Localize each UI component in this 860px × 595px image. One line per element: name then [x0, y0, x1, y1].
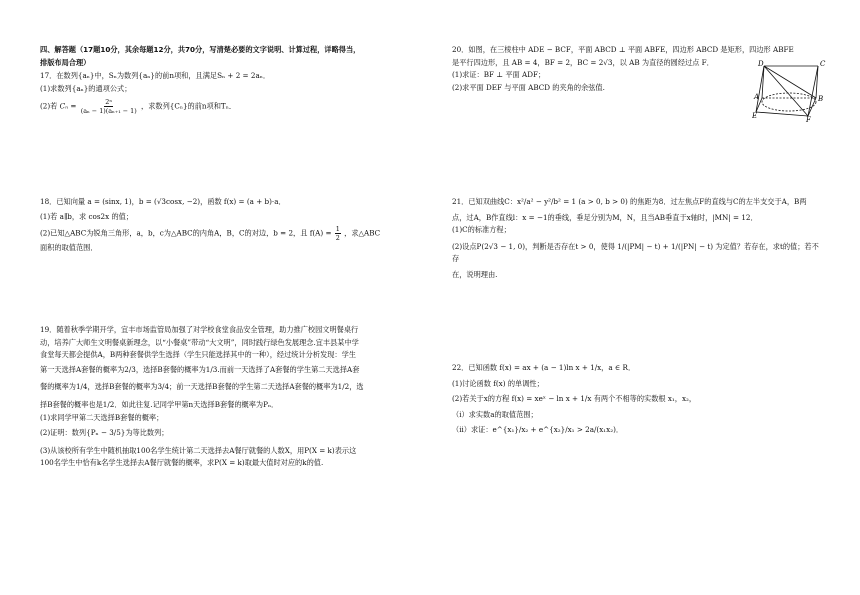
q17-fraction-denominator: (aₙ − 1)(aₙ₊₁ − 1) [80, 107, 137, 116]
q18-fraction [335, 225, 341, 242]
q21-line5: 在，说明理由. [452, 269, 498, 279]
section-header [40, 44, 412, 69]
q19-line7: (1)求同学甲第二天选择B套餐的概率； [40, 412, 164, 422]
figure-label-E: E [752, 112, 758, 120]
question-21 [452, 196, 824, 282]
q19-line10: 100名学生中恰有k名学生选择去A餐厅就餐的概率，求P(X = k)取最大值时对应的k的值. [40, 458, 324, 468]
q18-fraction-denominator: 2 [335, 234, 340, 243]
figure-label-A: A [754, 93, 760, 101]
q19-line2: 动，培养广大师生文明餐桌新理念，以“小餐桌”带动“大文明”，同时践行绿色发展理念.宜丰县某中学 [40, 337, 359, 347]
prism-figure [752, 58, 832, 122]
q19-line5: 餐的概率为1/4，选择B套餐的概率为3/4；前一天选择B套餐的学生第二天选择A套餐的概率为1/2，选 [40, 382, 364, 392]
q19-line9: (3)从该校所有学生中随机抽取100名学生统计第二天选择去A餐厅就餐的人数X，用P(X = k)表示这 [40, 445, 357, 455]
section-header-line2: 排版布局合理） [40, 57, 91, 67]
q18-line1: 18．已知向量 a = (sinx, 1)，b = (√3cosx, −2)，函数 f(x) = (a + b)·a． [40, 197, 286, 206]
q22-line5: （ii）求证：e^{x₁}/x₂ + e^{x₂}/x₁ > 2a/(x₁x₂)． [452, 425, 624, 435]
q21-line4: (2)设点P(2√3 − 1, 0)，判断是否存在t > 0，使得 1/(|PM| − t) + 1/(|PN| − t) 为定值？若存在，求t的值；若不存 [452, 241, 819, 264]
q22-line1: 22．已知函数 f(x) = ax + (a − 1)ln x + 1/x，a ∈ R． [452, 363, 636, 372]
q19-line4: 第一天选择A套餐的概率为2/3，选择B套餐的概率为1/3.而前一天选择了A套餐的学生第二天选择A套 [40, 364, 360, 374]
q19-line1: 19．随着秋季学期开学，宜丰市场监管局加强了对学校食堂食品安全管理，助力推广校园文明餐桌行 [40, 325, 359, 334]
q17-line3-post: ，求数列{Cₙ}的前n项和Tₙ． [141, 101, 237, 111]
question-19 [40, 324, 412, 470]
q18-line4: 面积的取值范围． [40, 243, 98, 253]
q17-fraction [80, 98, 138, 115]
figure-label-B: B [818, 95, 824, 103]
q20-line2: 是平行四边形，且 AB = 4，BF = 2，BC = 2√3，以 AB 为直径的圆经过点 F． [452, 57, 714, 67]
figure-label-F: F [806, 116, 811, 122]
q18-line3-post: ，求△ABC [344, 228, 381, 238]
q18-fraction-numerator: 1 [335, 225, 340, 234]
q21-line1: 21．已知双曲线C：x²/a² − y²/b² = 1 (a > 0, b > 0) 的焦距为8．过左焦点F的直线与C的左半支交于A，B两 [452, 197, 807, 206]
q19-line8: (2)证明：数列{Pₙ − 3/5}为等比数列； [40, 428, 169, 438]
q22-line2: (1)讨论函数 f(x) 的单调性； [452, 378, 544, 388]
q17-line1: 17．在数列{aₙ}中，Sₙ为数列{aₙ}的前n项和，且满足Sₙ + 2 = 2aₙ． [40, 71, 271, 80]
question-17 [40, 70, 412, 115]
q21-line3: (1)C的标准方程； [452, 225, 511, 235]
figure-label-C: C [820, 60, 826, 68]
q17-line2: (1)求数列{aₙ}的通项公式； [40, 83, 132, 93]
q18-line3-pre: (2)已知△ABC为锐角三角形，a，b，c为△ABC的内角A，B，C的对边，b = 2，且 f(A) = [40, 228, 332, 238]
q22-line3: (2)若关于x的方程 f(x) = xeˣ − ln x + 1/x 有两个不相等的实数根 x₁，x₂， [452, 394, 697, 404]
q20-line4: (2)求平面 DEF 与平面 ABCD 的夹角的余弦值. [452, 82, 605, 92]
q17-line3-pre: (2)若 [40, 101, 58, 111]
q17-cn: Cₙ = [59, 101, 77, 111]
q17-line3 [40, 98, 412, 115]
q21-line2: 点，过A，B作直线l：x = −1的垂线，垂足分别为M，N，且当AB垂直于x轴时，|MN| = 12． [452, 212, 758, 222]
question-18 [40, 196, 412, 255]
figure-label-D: D [758, 60, 764, 68]
question-22 [452, 362, 824, 437]
q20-line3: (1)求证：BF ⊥ 平面 ADF； [452, 70, 546, 80]
q22-line4: （i）求实数a的取值范围； [452, 409, 538, 419]
q19-line6: 择B套餐的概率也是1/2．如此往复.记同学甲第n天选择B套餐的概率为Pₙ． [40, 399, 279, 409]
q20-line1: 20．如图，在三棱柱中 ADE − BCF，平面 ABCD ⊥ 平面 ABFE，四边形 ABCD 是矩形，四边形 ABFE [452, 45, 794, 54]
q19-line3: 食堂每天都会提供A，B两种套餐供学生选择（学生只能选择其中的一种），经过统计分析发现：学生 [40, 350, 356, 360]
q17-fraction-numerator: 2ⁿ [105, 98, 113, 107]
q18-line2: (1)若 a∥b，求 cos2x 的值； [40, 211, 134, 221]
section-header-line1: 四、解答题（17题10分，其余每题12分，共70分，写清楚必要的文字说明、计算过程，详略得当， [40, 45, 361, 54]
q18-line3 [40, 225, 412, 242]
